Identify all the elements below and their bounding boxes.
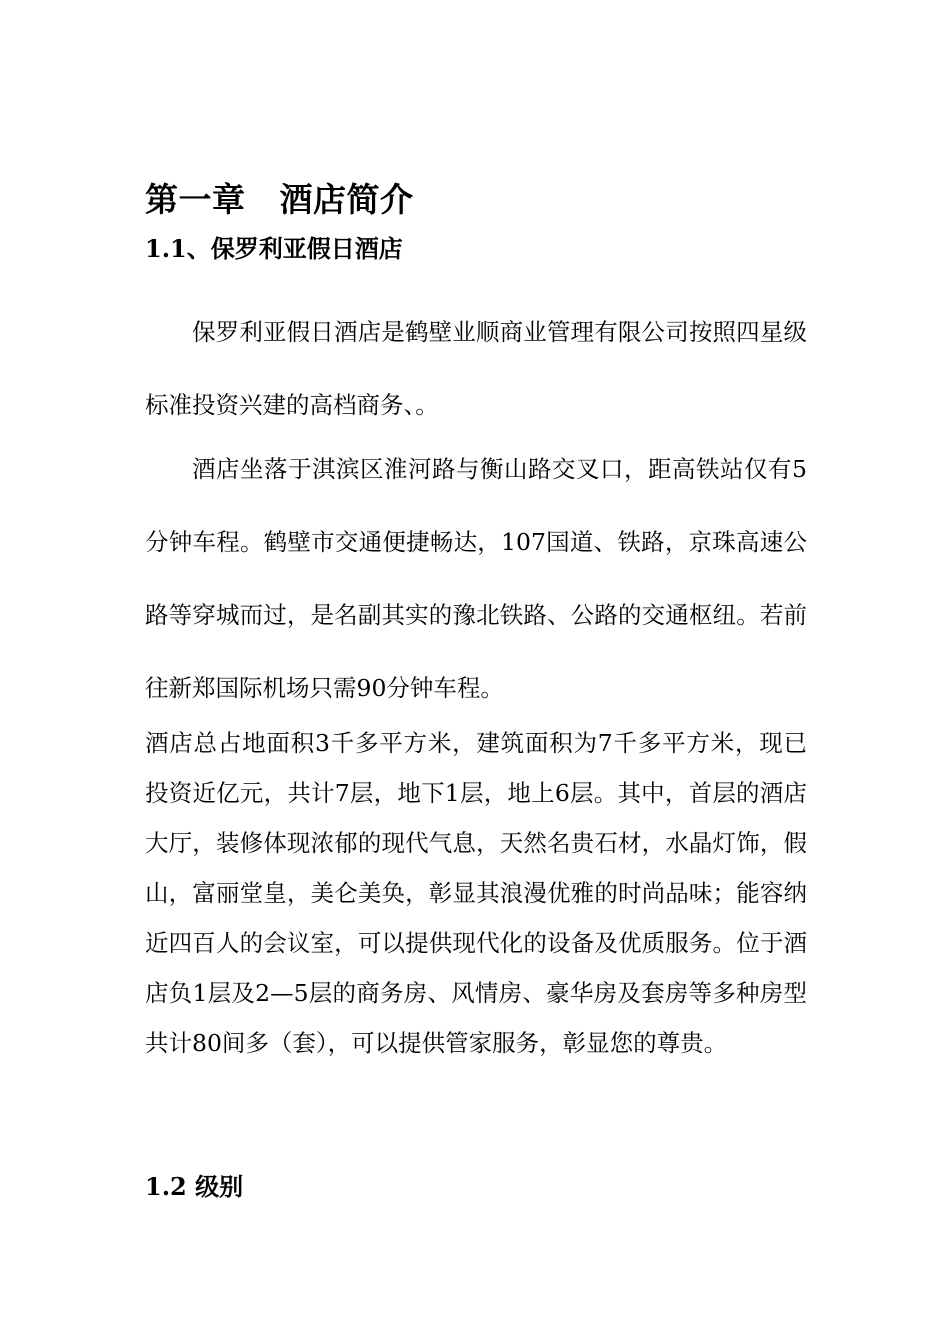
section-title-1-1: 1.1、保罗利亚假日酒店 bbox=[145, 234, 403, 263]
chapter-title bbox=[145, 178, 414, 222]
chapter-name: 酒店简介 bbox=[279, 180, 414, 219]
section-title-1-2: 1.2 级别 bbox=[145, 1172, 244, 1201]
paragraph-hotel-location: 酒店坐落于淇滨区淮河路与衡山路交叉口，距高铁站仅有5分钟车程。鹤壁市交通便捷畅达，107国道、铁路，京珠高速公路等穿城而过，是名副其实的豫北铁路、公路的交通枢纽。若前往新郑国际机场只需90分钟车程。 bbox=[145, 455, 807, 702]
chapter-number: 第一章 bbox=[145, 180, 246, 219]
paragraph-hotel-facilities: 酒店总占地面积3千多平方米，建筑面积为7千多平方米，现已投资近亿元，共计7层，地下1层，地上6层。其中，首层的酒店大厅，装修体现浓郁的现代气息，天然名贵石材，水晶灯饰，假山，富丽堂皇，美仑美奂，彰显其浪漫优雅的时尚品味；能容纳近四百人的会议室，可以提供现代化的设备及优质服务。位于酒店负1层及2—5层的商务房、风情房、豪华房及套房等多种房型共计80间多（套），可以提供管家服务，彰显您的尊贵。 bbox=[145, 729, 807, 1057]
paragraph-hotel-intro: 保罗利亚假日酒店是鹤壁业顺商业管理有限公司按照四星级标准投资兴建的高档商务、。 bbox=[145, 318, 807, 419]
